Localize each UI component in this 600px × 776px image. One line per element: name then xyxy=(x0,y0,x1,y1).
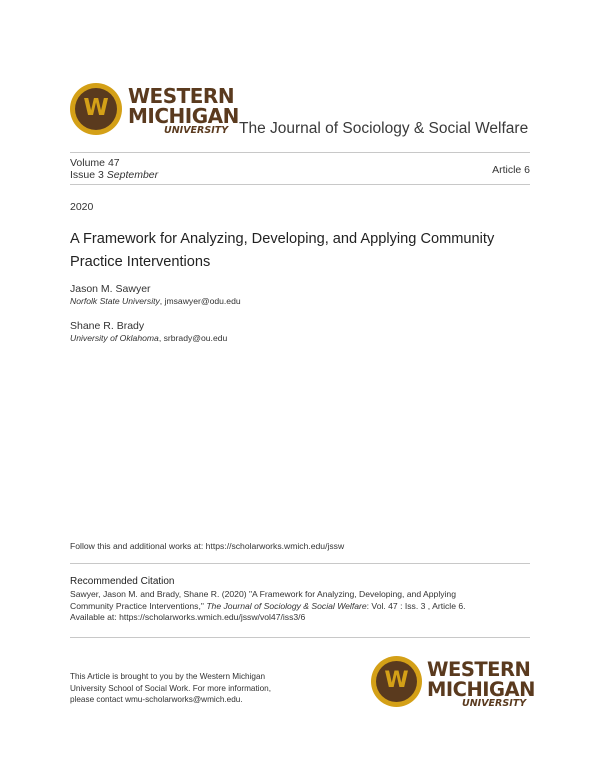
logo-word-western: WESTERN xyxy=(427,658,531,681)
wmu-seal-icon: W xyxy=(70,83,122,135)
divider xyxy=(70,184,530,185)
divider xyxy=(70,152,530,153)
author-affiliation: University of Oklahoma, srbrady@ou.edu xyxy=(70,333,228,343)
author-email[interactable]: , srbrady@ou.edu xyxy=(158,333,228,343)
logo-word-university: UNIVERSITY xyxy=(164,125,229,136)
collection-link[interactable]: https://scholarworks.wmich.edu/jssw xyxy=(205,541,345,551)
logo-word-western: WESTERN xyxy=(128,84,235,108)
publication-year: 2020 xyxy=(70,201,94,213)
article-link[interactable]: https://scholarworks.wmich.edu/jssw/vol47/iss3/6 xyxy=(119,612,306,622)
citation-heading: Recommended Citation xyxy=(70,576,175,587)
wmu-seal-icon: W xyxy=(371,656,422,707)
divider xyxy=(70,563,530,564)
author-email[interactable]: , jmsawyer@odu.edu xyxy=(159,296,241,306)
article-title[interactable]: A Framework for Analyzing, Developing, and Applying Community Practice Interventions xyxy=(70,231,495,270)
logo-word-michigan: MICHIGAN xyxy=(427,678,535,701)
footer-notice: This Article is brought to you by the Western Michigan University School of Social Work. For more information, please contact wmu-scholarworks@wmich.edu. xyxy=(70,672,271,704)
author-affiliation: Norfolk State University, jmsawyer@odu.edu xyxy=(70,296,241,306)
author-name[interactable]: Jason M. Sawyer xyxy=(70,283,151,295)
article-number[interactable]: Article 6 xyxy=(492,164,530,176)
divider xyxy=(70,637,530,638)
logo-word-michigan: MICHIGAN xyxy=(128,104,239,128)
contact-email-link[interactable]: wmu-scholarworks@wmich.edu xyxy=(125,695,241,704)
author-name[interactable]: Shane R. Brady xyxy=(70,320,145,332)
volume-label[interactable]: Volume 47 xyxy=(70,157,120,169)
citation-body: Sawyer, Jason M. and Brady, Shane R. (2020) "A Framework for Analyzing, Developing, and Applying Community Practice Interventions," The Journal of Sociology & Social Welfare: Vol. 47 : Iss. 3 , Article 6. Available at: https://scholarworks.wmich.edu/jssw/vol47/iss3/6 xyxy=(70,589,466,622)
journal-title[interactable]: The Journal of Sociology & Social Welfare xyxy=(239,120,529,137)
logo-word-university: UNIVERSITY xyxy=(462,698,527,709)
issue-label[interactable]: Issue 3 September xyxy=(70,169,159,181)
follow-line: Follow this and additional works at: https://scholarworks.wmich.edu/jssw xyxy=(70,541,345,551)
